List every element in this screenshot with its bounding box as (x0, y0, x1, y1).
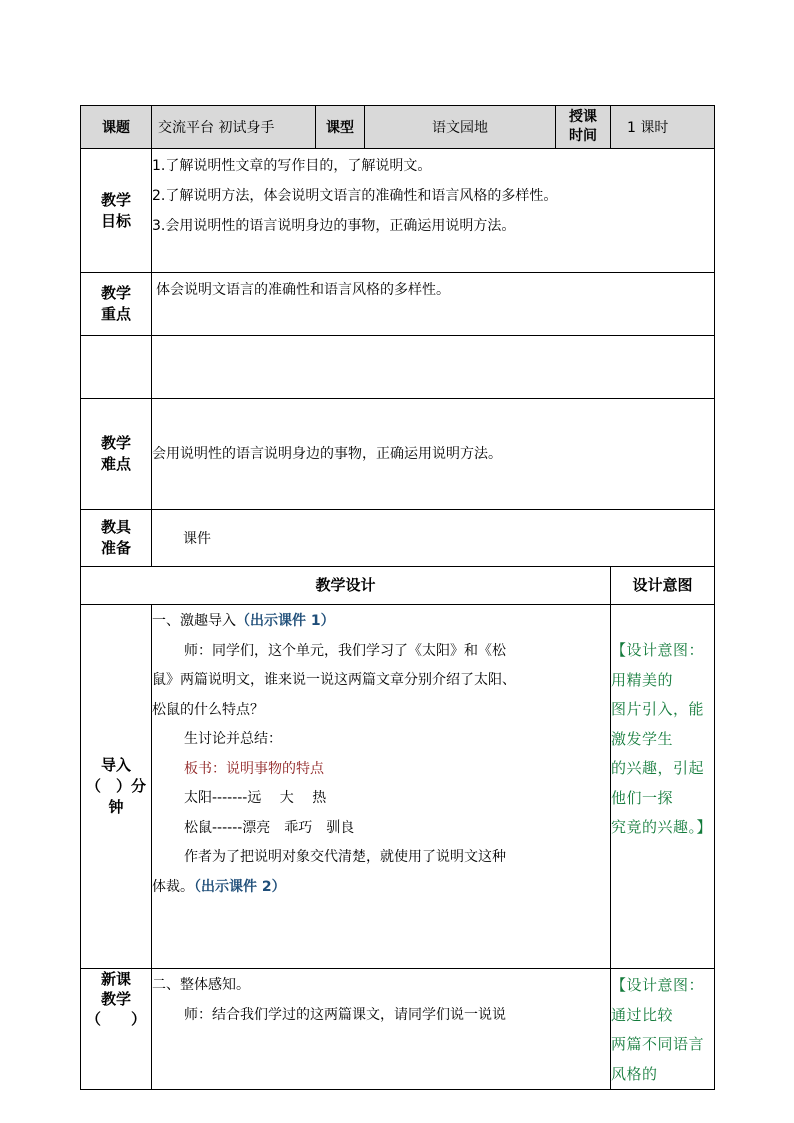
key-points-row (81, 273, 715, 336)
intro-title-ref: （出示课件 1） (236, 613, 335, 629)
hours-label-line1: 授课 (569, 109, 597, 125)
new-lesson-title: 二、整体感知。 (152, 977, 250, 993)
new-lesson-design-content (152, 969, 611, 1090)
key-points-content (152, 273, 715, 336)
new-lesson-label-line2: 教学 (100, 990, 131, 1008)
tools-row (81, 510, 715, 567)
new-lesson-label-line3: （ ） (85, 1010, 146, 1028)
board-sun-line: 太阳-------远 大 热 (184, 790, 327, 806)
key-points-text: 体会说明文语言的准确性和语言风格的多样性。 (156, 282, 450, 298)
new-lesson-label-line1: 新课 (100, 970, 131, 988)
intro-paragraph-end: 体裁。 (152, 878, 194, 895)
type-label: 课型 (316, 106, 365, 149)
difficulties-label-line2: 难点 (100, 455, 131, 473)
topic-value: 交流平台 初试身手 (152, 106, 316, 149)
empty-content-cell (152, 336, 715, 399)
intro-paragraph-line: 师：同学们，这个单元，我们学习了《太阳》和《松 (184, 642, 506, 659)
tools-text: 课件 (183, 531, 211, 547)
difficulties-row (81, 399, 715, 510)
board-writing: 板书：说明事物的特点 (184, 760, 324, 777)
tools-label (81, 510, 152, 567)
empty-label-cell (81, 336, 152, 399)
intent-line: 究竟的兴趣。】 (611, 818, 713, 836)
objectives-row (81, 149, 715, 273)
difficulties-label (81, 399, 152, 510)
hours-label-line2: 时间 (569, 128, 597, 144)
intro-discussion: 生讨论并总结： (184, 731, 282, 747)
hours-label (556, 106, 611, 149)
key-points-label (81, 273, 152, 336)
intro-label (81, 605, 152, 969)
intent-header: 设计意图 (611, 567, 715, 605)
difficulties-content (152, 399, 715, 510)
intro-paragraph-line: 作者为了把说明对象交代清楚，就使用了说明文这种 (184, 849, 506, 865)
intro-title-text: 一、激趣导入 (152, 613, 236, 629)
objective-item: 3.会用说明性的语言说明身边的事物，正确运用说明方法。 (152, 218, 516, 234)
intro-paragraph-line: 松鼠的什么特点？ (152, 701, 264, 718)
board-squirrel-line: 松鼠------漂亮 乖巧 驯良 (184, 819, 355, 836)
new-lesson-label (81, 969, 152, 1090)
objective-item: 1.了解说明性文章的写作目的，了解说明文。 (152, 158, 432, 174)
difficulties-label-line1: 教学 (100, 434, 131, 452)
topic-label: 课题 (81, 106, 152, 149)
objectives-label (81, 149, 152, 273)
tools-label-line2: 准备 (100, 539, 131, 557)
tools-content (152, 510, 715, 567)
intent-line: 【设计意图：通过比较 (611, 976, 705, 1024)
new-lesson-paragraph-line: 师：结合我们学过的这两篇课文，请同学们说一说说 (184, 1006, 506, 1023)
intro-title (152, 607, 610, 637)
intro-row (81, 605, 715, 969)
new-lesson-intent-content (611, 969, 715, 1090)
difficulties-text: 会用说明性的语言说明身边的事物，正确运用说明方法。 (152, 446, 502, 462)
intro-label-line2: （ ）分 (85, 777, 146, 795)
key-points-label-line1: 教学 (100, 284, 131, 302)
key-points-label-line2: 重点 (100, 305, 131, 323)
intro-label-line3: 钟 (108, 798, 124, 816)
hours-value: 1 课时 (611, 106, 715, 149)
intent-line: 【设计意图：用精美的 (611, 641, 705, 689)
tools-label-line1: 教具 (100, 518, 131, 536)
design-header: 教学设计 (81, 567, 611, 605)
new-lesson-row (81, 969, 715, 1090)
intro-label-line1: 导入 (100, 756, 131, 774)
objective-item: 2.了解说明方法，体会说明文语言的准确性和语言风格的多样性。 (152, 188, 558, 204)
intro-paragraph-ref: （出示课件 2） (194, 878, 286, 895)
intro-design-content (152, 605, 611, 969)
objectives-label-line1: 教学 (100, 190, 131, 209)
objectives-label-line2: 目标 (100, 211, 131, 230)
intent-line: 图片引入，能激发学生 (611, 700, 705, 748)
objectives-content (152, 149, 715, 273)
design-header-row (81, 567, 715, 605)
lesson-plan-table (80, 105, 715, 1090)
intro-paragraph-line: 鼠》两篇说明文，谁来说一说这两篇文章分别介绍了太阳、 (152, 672, 516, 688)
intro-intent-content (611, 605, 715, 969)
header-row (81, 106, 715, 149)
intent-line: 两篇不同语言风格的 (611, 1035, 705, 1083)
intent-line: 的兴趣，引起他们一探 (611, 759, 705, 807)
empty-row (81, 336, 715, 399)
type-value: 语文园地 (365, 106, 556, 149)
intro-paragraph-line (152, 873, 610, 903)
